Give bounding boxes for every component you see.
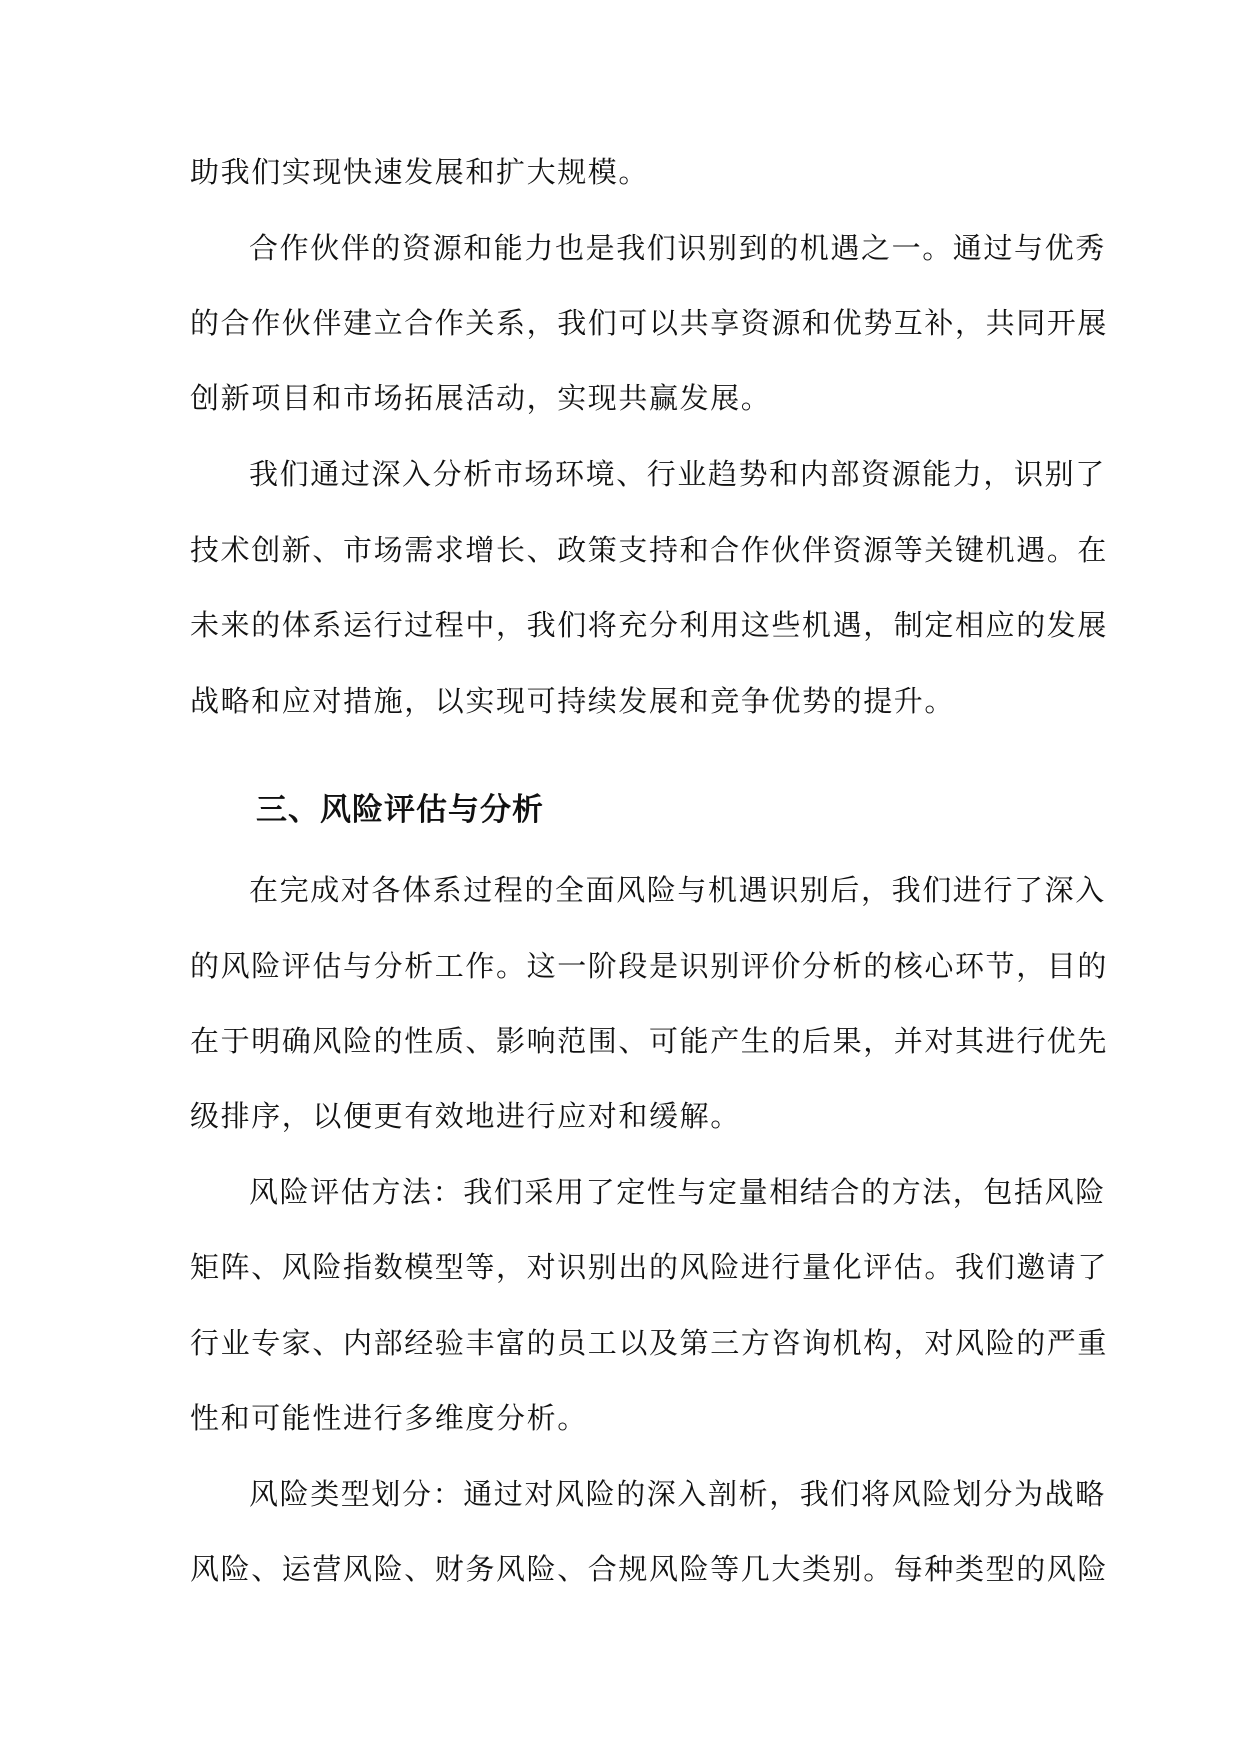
paragraph-line: 矩阵、风险指数模型等，对识别出的风险进行量化评估。我们邀请了	[190, 1250, 1109, 1284]
paragraph-line: 风险评估方法：我们采用了定性与定量相结合的方法，包括风险	[249, 1175, 1106, 1209]
paragraph-line: 的合作伙伴建立合作关系，我们可以共享资源和优势互补，共同开展	[190, 306, 1109, 340]
paragraph-line: 级排序，以便更有效地进行应对和缓解。	[190, 1099, 741, 1133]
paragraph-line: 战略和应对措施，以实现可持续发展和竞争优势的提升。	[190, 684, 956, 718]
paragraph-line: 合作伙伴的资源和能力也是我们识别到的机遇之一。通过与优秀	[249, 231, 1106, 265]
section-heading: 三、风险评估与分析	[256, 792, 544, 828]
paragraph-line: 技术创新、市场需求增长、政策支持和合作伙伴资源等关键机遇。在	[190, 533, 1109, 567]
paragraph-line: 风险类型划分：通过对风险的深入剖析，我们将风险划分为战略	[249, 1477, 1106, 1511]
paragraph-line: 助我们实现快速发展和扩大规模。	[190, 155, 650, 189]
paragraph-line: 在完成对各体系过程的全面风险与机遇识别后，我们进行了深入	[249, 873, 1106, 907]
paragraph-line: 的风险评估与分析工作。这一阶段是识别评价分析的核心环节，目的	[190, 949, 1109, 983]
paragraph-line: 未来的体系运行过程中，我们将充分利用这些机遇，制定相应的发展	[190, 608, 1109, 642]
paragraph-line: 我们通过深入分析市场环境、行业趋势和内部资源能力，识别了	[249, 457, 1106, 491]
paragraph-line: 在于明确风险的性质、影响范围、可能产生的后果，并对其进行优先	[190, 1024, 1109, 1058]
paragraph-line: 性和可能性进行多维度分析。	[190, 1401, 588, 1435]
paragraph-line: 行业专家、内部经验丰富的员工以及第三方咨询机构，对风险的严重	[190, 1326, 1109, 1360]
paragraph-line: 创新项目和市场拓展活动，实现共赢发展。	[190, 381, 772, 415]
paragraph-line: 风险、运营风险、财务风险、合规风险等几大类别。每种类型的风险	[190, 1552, 1109, 1586]
